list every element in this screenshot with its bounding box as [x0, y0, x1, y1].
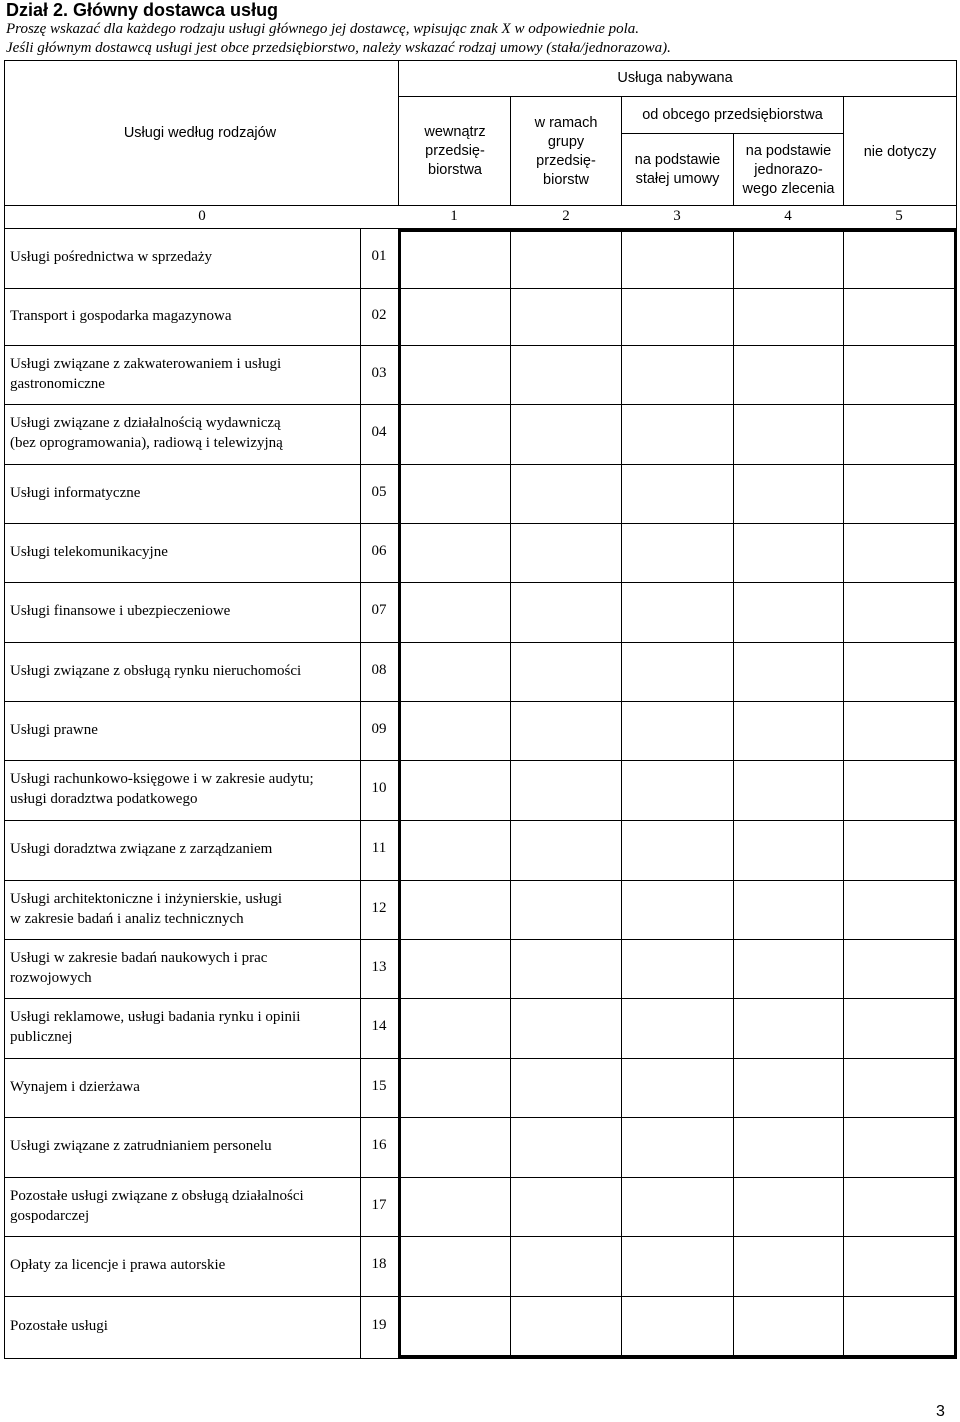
answer-cell-col-1[interactable] [402, 762, 509, 819]
answer-cell-col-2[interactable] [513, 762, 620, 819]
service-row-name: Usługi związane z zatrudnianiem personelu [10, 1138, 272, 1154]
answer-cell-col-4[interactable] [736, 525, 842, 581]
service-row-name: Usługi związane z zakwaterowaniem i usługi gastronomiczne [10, 355, 282, 392]
answer-cell-col-1[interactable] [402, 406, 509, 463]
answer-cell-col-2[interactable] [513, 822, 620, 879]
answer-cell-col-3[interactable] [624, 347, 732, 403]
answer-cell-col-4[interactable] [736, 290, 842, 344]
service-row-code: 04 [371, 424, 387, 440]
answer-cell-col-1[interactable] [402, 822, 509, 879]
service-row-code: 19 [371, 1316, 387, 1333]
service-row-code: 08 [371, 661, 387, 678]
answer-cell-col-5[interactable] [846, 347, 954, 403]
answer-cell-col-2[interactable] [513, 644, 620, 700]
answer-cell-col-5[interactable] [846, 644, 954, 700]
answer-cell-col-2[interactable] [513, 1238, 620, 1295]
answer-cell-col-1[interactable] [402, 347, 509, 403]
answer-cell-col-5[interactable] [846, 1179, 954, 1235]
service-row-name: Pozostałe usługi [10, 1317, 108, 1334]
answer-cell-col-4[interactable] [736, 406, 842, 463]
service-row-code: 07 [371, 602, 387, 618]
answer-cell-col-1[interactable] [402, 1000, 509, 1057]
answer-cell-col-3[interactable] [624, 1119, 732, 1176]
answer-cell-col-2[interactable] [513, 1060, 620, 1116]
answer-cell-col-1[interactable] [402, 584, 509, 641]
answer-cell-col-1[interactable] [402, 1298, 509, 1356]
answer-cell-col-3[interactable] [624, 584, 732, 641]
answer-cell-col-5[interactable] [846, 1119, 954, 1176]
service-row-name: Opłaty za licencje i prawa autorskie [10, 1257, 226, 1273]
service-row-code: 11 [371, 840, 387, 856]
answer-cell-col-5[interactable] [846, 466, 954, 522]
answer-cell-col-5[interactable] [846, 525, 954, 581]
answer-cell-col-3[interactable] [624, 703, 732, 759]
service-row-code: 16 [371, 1137, 387, 1153]
answer-cell-col-1[interactable] [402, 233, 509, 287]
answer-cell-col-5[interactable] [846, 1238, 954, 1295]
not-applicable-header: nie dotyczy [863, 144, 937, 160]
instruction-text-2: Jeśli głównym dostawcą usługi jest obce przedsiębiorstwo, należy wskazać rodzaj umowy (stała/jednorazowa). [6, 40, 671, 56]
service-row-code: 15 [371, 1077, 387, 1094]
answer-cell-col-1[interactable] [402, 703, 509, 759]
service-row-name: Usługi informatyczne [10, 484, 141, 501]
column-number-4: 4 [784, 208, 792, 224]
answer-cell-col-5[interactable] [846, 703, 954, 759]
answer-cell-col-2[interactable] [513, 1179, 620, 1235]
answer-cell-col-3[interactable] [624, 1000, 732, 1057]
service-row-name: Usługi w zakresie badań naukowych i prac rozwojowych [10, 949, 268, 986]
answer-cell-col-5[interactable] [846, 941, 954, 997]
answer-cell-col-3[interactable] [624, 1238, 732, 1295]
answer-cell-col-2[interactable] [513, 941, 620, 997]
service-row-name: Usługi reklamowe, usługi badania rynku i opinii publicznej [10, 1009, 301, 1045]
permanent-contract-header: na podstawie stałej umowy [634, 152, 721, 187]
answer-cell-col-3[interactable] [624, 762, 732, 819]
service-row-name: Usługi związane z działalnością wydawniczą (bez oprogramowania), radiową i telewizyjną [10, 415, 283, 451]
answer-cell-col-5[interactable] [846, 762, 954, 819]
column-number-3: 3 [673, 208, 681, 224]
answer-cell-col-4[interactable] [736, 1298, 842, 1356]
answer-cell-col-1[interactable] [402, 882, 509, 938]
answer-cell-col-2[interactable] [513, 347, 620, 403]
external-enterprise-header: od obcego przedsiębiorstwa [642, 107, 823, 123]
service-row-code: 05 [371, 483, 387, 500]
answer-cell-col-5[interactable] [846, 233, 954, 287]
column-number-1: 1 [450, 208, 458, 224]
answer-cell-col-4[interactable] [736, 466, 842, 522]
answer-cell-col-2[interactable] [513, 1000, 620, 1057]
answer-cell-col-4[interactable] [736, 1238, 842, 1295]
instruction-text: Proszę wskazać dla każdego rodzaju usługi głównego jej dostawcę, wpisując znak X w odpowiednie pola. [6, 21, 640, 37]
answer-cell-col-4[interactable] [736, 1060, 842, 1116]
within-group-header: w ramach grupy przedsię- biorstw [534, 115, 598, 188]
answer-cell-col-1[interactable] [402, 1238, 509, 1295]
column-number-0: 0 [198, 208, 206, 224]
service-row-name: Usługi prawne [10, 721, 98, 738]
service-row-name: Transport i gospodarka magazynowa [10, 307, 232, 324]
service-acquired-header: Usługa nabywana [617, 70, 733, 86]
service-row-name: Usługi związane z obsługą rynku nieruchomości [10, 662, 302, 679]
service-row-code: 18 [371, 1256, 387, 1272]
answer-cell-col-2[interactable] [513, 703, 620, 759]
answer-cell-col-2[interactable] [513, 1119, 620, 1176]
service-row-code: 06 [371, 542, 387, 559]
answer-cell-col-2[interactable] [513, 406, 620, 463]
within-enterprise-header: wewnątrz przedsię- biorstwa [424, 124, 486, 178]
answer-cell-col-4[interactable] [736, 941, 842, 997]
service-row-name: Usługi telekomunikacyjne [10, 543, 168, 560]
service-row-code: 01 [371, 248, 387, 264]
answer-cell-col-5[interactable] [846, 584, 954, 641]
answer-cell-col-3[interactable] [624, 1179, 732, 1235]
answer-cell-col-3[interactable] [624, 882, 732, 938]
answer-cell-col-5[interactable] [846, 822, 954, 879]
answer-cell-col-4[interactable] [736, 347, 842, 403]
answer-cell-col-3[interactable] [624, 941, 732, 997]
answer-cell-col-5[interactable] [846, 1060, 954, 1116]
answer-cell-col-2[interactable] [513, 233, 620, 287]
service-row-name: Wynajem i dzierżawa [10, 1078, 140, 1095]
answer-cell-col-2[interactable] [513, 882, 620, 938]
answer-cell-col-5[interactable] [846, 290, 954, 344]
service-row-code: 09 [371, 720, 387, 737]
services-by-type-header: Usługi według rodzajów [123, 125, 277, 141]
service-row-code: 13 [371, 958, 387, 975]
answer-cell-col-3[interactable] [624, 406, 732, 463]
answer-cell-col-4[interactable] [736, 762, 842, 819]
answer-cell-col-2[interactable] [513, 525, 620, 581]
answer-cell-col-3[interactable] [624, 1060, 732, 1116]
answer-cell-col-4[interactable] [736, 233, 842, 287]
answer-cell-col-1[interactable] [402, 1119, 509, 1176]
service-row-code: 10 [371, 780, 387, 796]
answer-cell-col-1[interactable] [402, 290, 509, 344]
answer-cell-col-4[interactable] [736, 644, 842, 700]
service-row-code: 03 [371, 364, 387, 381]
service-row-code: 02 [371, 306, 387, 323]
answer-cell-col-1[interactable] [402, 1179, 509, 1235]
column-number-2: 2 [562, 208, 570, 224]
answer-cell-col-2[interactable] [513, 1298, 620, 1356]
service-row-name: Usługi finansowe i ubezpieczeniowe [10, 603, 231, 619]
answer-cell-col-3[interactable] [624, 233, 732, 287]
answer-cell-col-5[interactable] [846, 1000, 954, 1057]
one-off-order-header: na podstawie jednorazo- wego zlecenia [742, 143, 835, 197]
answer-cell-col-1[interactable] [402, 466, 509, 522]
answer-cell-col-2[interactable] [513, 290, 620, 344]
answer-cell-col-4[interactable] [736, 1179, 842, 1235]
answer-cell-col-5[interactable] [846, 1298, 954, 1356]
answer-cell-col-2[interactable] [513, 466, 620, 522]
service-row-name: Usługi doradztwa związane z zarządzaniem [10, 841, 273, 857]
answer-cell-col-1[interactable] [402, 644, 509, 700]
answer-cell-col-1[interactable] [402, 525, 509, 581]
service-row-code: 17 [371, 1196, 387, 1213]
answer-cell-col-3[interactable] [624, 822, 732, 879]
answer-cell-col-3[interactable] [624, 290, 732, 344]
answer-cell-col-4[interactable] [736, 882, 842, 938]
answer-cell-col-5[interactable] [846, 882, 954, 938]
answer-cell-col-3[interactable] [624, 466, 732, 522]
answer-cell-col-1[interactable] [402, 1060, 509, 1116]
answer-cell-col-4[interactable] [736, 1119, 842, 1176]
section-title: Dział 2. Główny dostawca usług [6, 0, 279, 20]
answer-cell-col-3[interactable] [624, 1298, 732, 1356]
service-row-name: Usługi architektoniczne i inżynierskie, usługi w zakresie badań i analiz technicznych [10, 890, 283, 927]
service-row-code: 14 [371, 1018, 387, 1034]
answer-cell-col-4[interactable] [736, 822, 842, 879]
answer-cell-col-4[interactable] [736, 1000, 842, 1057]
column-number-5: 5 [895, 208, 903, 224]
page-number: 3 [936, 1403, 945, 1420]
answer-cell-col-1[interactable] [402, 941, 509, 997]
service-row-name: Usługi rachunkowo-księgowe i w zakresie audytu; usługi doradztwa podatkowego [10, 771, 314, 807]
service-row-code: 12 [371, 899, 387, 916]
service-row-name: Pozostałe usługi związane z obsługą działalności gospodarczej [10, 1187, 304, 1224]
service-row-name: Usługi pośrednictwa w sprzedaży [10, 249, 213, 265]
answer-cell-col-3[interactable] [624, 525, 732, 581]
answer-cell-col-2[interactable] [513, 584, 620, 641]
answer-cell-col-4[interactable] [736, 584, 842, 641]
answer-cell-col-5[interactable] [846, 406, 954, 463]
answer-cell-col-3[interactable] [624, 644, 732, 700]
answer-cell-col-4[interactable] [736, 703, 842, 759]
